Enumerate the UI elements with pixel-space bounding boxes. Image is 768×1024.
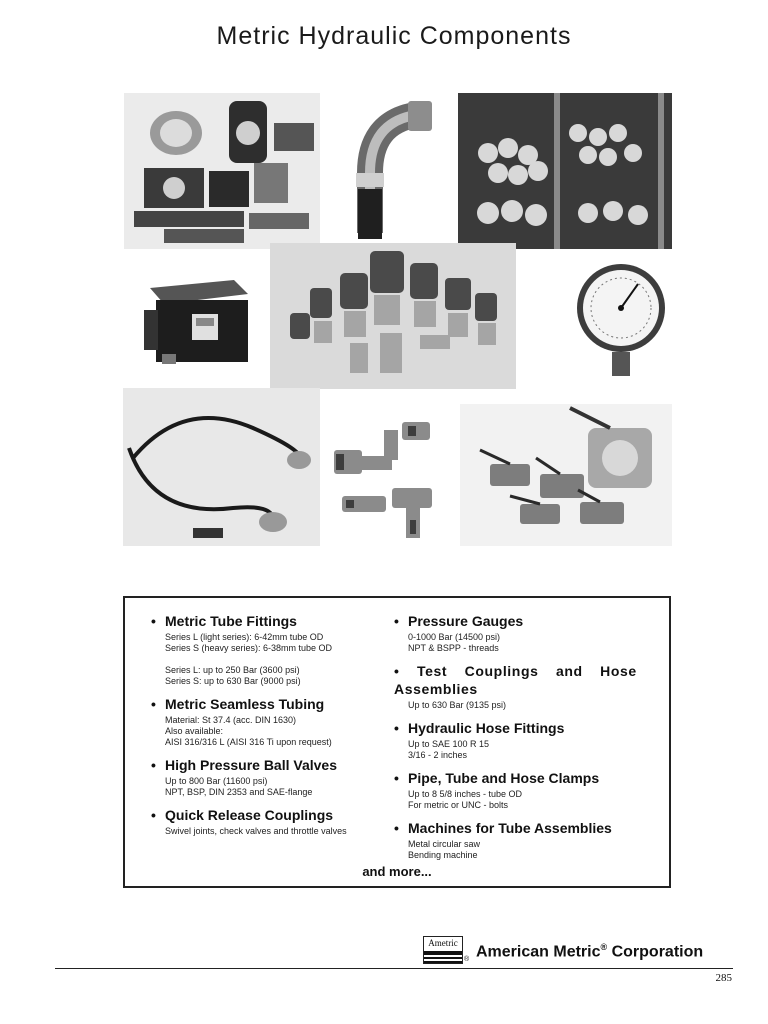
features-box <box>123 596 671 888</box>
feature-detail: Swivel joints, check valves and throttle valves <box>165 826 347 836</box>
ball-valves-photo <box>460 404 672 546</box>
feature-detail: Up to 8 5/8 inches - tube OD <box>408 789 523 799</box>
features-left-column <box>151 612 395 845</box>
company-suffix: Corporation <box>611 943 704 961</box>
bullet: • <box>394 720 399 736</box>
registered-mark: ® <box>600 942 608 952</box>
feature-detail: 3/16 - 2 inches <box>408 750 468 760</box>
logo-registered-mark: ® <box>464 956 470 963</box>
company-name-text: American Metric <box>476 943 601 961</box>
tube-clamps-photo <box>124 93 320 249</box>
feature-pipe-tube-hose-clamps <box>394 769 654 811</box>
and-more-text: and more... <box>362 864 432 879</box>
feature-detail: Series L: up to 250 Bar (3600 psi) <box>165 665 300 675</box>
feature-metric-seamless-tubing <box>151 695 395 748</box>
company-logo <box>423 936 463 964</box>
bullet: • <box>151 807 156 823</box>
feature-detail: For metric or UNC - bolts <box>408 800 509 810</box>
feature-title: Metric Tube Fittings <box>165 613 297 629</box>
feature-detail: Series L (light series): 6-42mm tube OD <box>165 632 324 642</box>
tube-fittings-photo <box>322 400 462 544</box>
feature-high-pressure-ball-valves <box>151 756 395 798</box>
hose-elbow-fitting-photo <box>340 93 440 243</box>
feature-title: Pressure Gauges <box>408 613 524 629</box>
feature-detail: Material: St 37.4 (acc. DIN 1630) <box>165 715 297 725</box>
page-title: Metric Hydraulic Components <box>216 22 572 50</box>
quick-couplings-photo <box>270 243 516 389</box>
feature-title: Quick Release Couplings <box>165 807 334 823</box>
feature-title: Hydraulic Hose Fittings <box>408 720 565 736</box>
feature-detail: NPT, BSP, DIN 2353 and SAE-flange <box>165 787 313 797</box>
bullet: • <box>394 613 399 629</box>
feature-detail: AISI 316/316 L (AISI 316 Ti upon request) <box>165 737 332 747</box>
feature-detail: 0-1000 Bar (14500 psi) <box>408 632 501 642</box>
logo-bars <box>424 953 462 963</box>
bullet: • <box>151 613 156 629</box>
seamless-tubing-bundles-photo <box>458 93 672 249</box>
feature-title: Test Couplings and Hose Assemblies <box>394 663 637 697</box>
machine-unit-photo <box>138 270 252 376</box>
feature-title: Machines for Tube Assemblies <box>408 820 612 836</box>
pressure-gauge-photo <box>572 258 670 380</box>
feature-title: Metric Seamless Tubing <box>165 696 325 712</box>
feature-detail: Up to SAE 100 R 15 <box>408 739 490 749</box>
feature-detail: Series S: up to 630 Bar (9000 psi) <box>165 676 301 686</box>
bullet: • <box>394 770 399 786</box>
feature-detail: Up to 630 Bar (9135 psi) <box>408 700 507 710</box>
feature-metric-tube-fittings <box>151 612 395 687</box>
feature-test-couplings <box>394 662 654 711</box>
feature-machines-tube-assemblies <box>394 819 654 861</box>
footer-rule <box>55 968 733 969</box>
feature-hydraulic-hose-fittings <box>394 719 654 761</box>
test-hose-assembly-photo <box>123 388 320 546</box>
logo-text: Ametric <box>424 937 462 953</box>
feature-pressure-gauges <box>394 612 654 654</box>
bullet: • <box>394 663 400 679</box>
feature-detail: NPT & BSPP - threads <box>408 643 499 653</box>
bullet: • <box>151 696 156 712</box>
feature-detail: Up to 800 Bar (11600 psi) <box>165 776 268 786</box>
bullet: • <box>394 820 399 836</box>
company-name <box>476 942 703 961</box>
feature-title: Pipe, Tube and Hose Clamps <box>408 770 600 786</box>
feature-detail: Bending machine <box>408 850 478 860</box>
feature-detail: Also available: <box>165 726 224 736</box>
feature-detail: Metal circular saw <box>408 839 481 849</box>
bullet: • <box>151 757 156 773</box>
page-number: 285 <box>715 972 732 984</box>
feature-title: High Pressure Ball Valves <box>165 757 337 773</box>
feature-quick-release-couplings <box>151 806 395 837</box>
feature-detail: Series S (heavy series): 6-38mm tube OD <box>165 643 333 653</box>
features-right-column <box>394 612 654 869</box>
